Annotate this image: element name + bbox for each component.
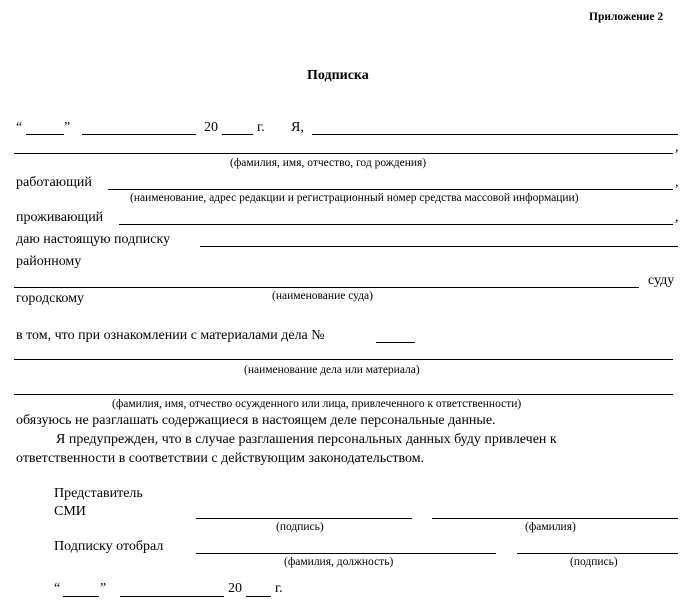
rep-surname-blank	[432, 518, 678, 519]
bottom-date-open-quote: “	[54, 581, 61, 596]
caption-case: (наименование дела или материала)	[244, 364, 420, 376]
give-label: даю настоящую подписку	[16, 232, 171, 247]
caption-surname: (фамилия)	[525, 521, 576, 533]
caption-signature: (подпись)	[276, 521, 324, 533]
district-label: районному	[16, 254, 82, 269]
caption-convicted: (фамилия, имя, отчество осужденного или лица, привлеченного к ответственности)	[112, 398, 522, 410]
appendix-label: Приложение 2	[589, 11, 664, 23]
court-word: суду	[648, 273, 675, 288]
date-open-quote: “	[16, 120, 23, 135]
bottom-year-blank	[246, 596, 271, 597]
ya-label: Я,	[291, 120, 304, 135]
give-blank	[200, 246, 678, 247]
bottom-date-close-quote: ”	[100, 581, 107, 596]
comma-3: ,	[675, 210, 679, 225]
rep-label-1: Представитель	[54, 486, 143, 501]
warned-text-2: ответственности в соответствии с действующим законодательством.	[16, 451, 425, 466]
convicted-blank	[14, 394, 673, 395]
workplace-blank	[108, 189, 673, 190]
caption-fio-birth: (фамилия, имя, отчество, год рождения)	[230, 157, 427, 169]
pledge-text: обязуюсь не разглашать содержащиеся в настоящем деле персональные данные.	[16, 413, 496, 428]
fio-blank-2	[14, 153, 673, 154]
caption-media: (наименование, адрес редакции и регистрационный номер средства массовой информации)	[130, 192, 579, 204]
year-prefix: 20	[204, 120, 218, 135]
caption-fio-position: (фамилия, должность)	[284, 556, 394, 568]
bottom-year-prefix: 20	[228, 581, 242, 596]
taken-by-label: Подписку отобрал	[54, 539, 164, 554]
residing-label: проживающий	[16, 210, 104, 225]
rep-label-2: СМИ	[54, 504, 86, 519]
year-suffix: г.	[257, 120, 265, 135]
comma-2: ,	[675, 175, 679, 190]
residence-blank	[119, 224, 673, 225]
taken-signature-blank	[517, 553, 678, 554]
case-number-blank	[376, 342, 415, 343]
caption-court: (наименование суда)	[272, 290, 373, 302]
city-label: городскому	[16, 291, 85, 306]
caption-signature-2: (подпись)	[570, 556, 618, 568]
warned-text-1: Я предупрежден, что в случае разглашения персональных данных буду привлечен к	[56, 432, 557, 447]
fio-blank-1	[312, 134, 678, 135]
bottom-day-blank	[63, 596, 99, 597]
year-blank	[222, 134, 253, 135]
case-name-blank	[14, 359, 673, 360]
comma-1: ,	[675, 140, 679, 155]
month-blank	[82, 134, 196, 135]
working-label: работающий	[16, 175, 92, 190]
rep-signature-blank	[196, 518, 412, 519]
bottom-year-suffix: г.	[275, 581, 283, 596]
court-blank	[14, 287, 639, 288]
day-blank	[26, 134, 64, 135]
date-close-quote: ”	[64, 120, 71, 135]
document-title: Подписка	[307, 68, 369, 83]
taken-fio-blank	[196, 553, 496, 554]
bottom-month-blank	[120, 596, 224, 597]
case-label: в том, что при ознакомлении с материалами дела №	[16, 328, 325, 343]
